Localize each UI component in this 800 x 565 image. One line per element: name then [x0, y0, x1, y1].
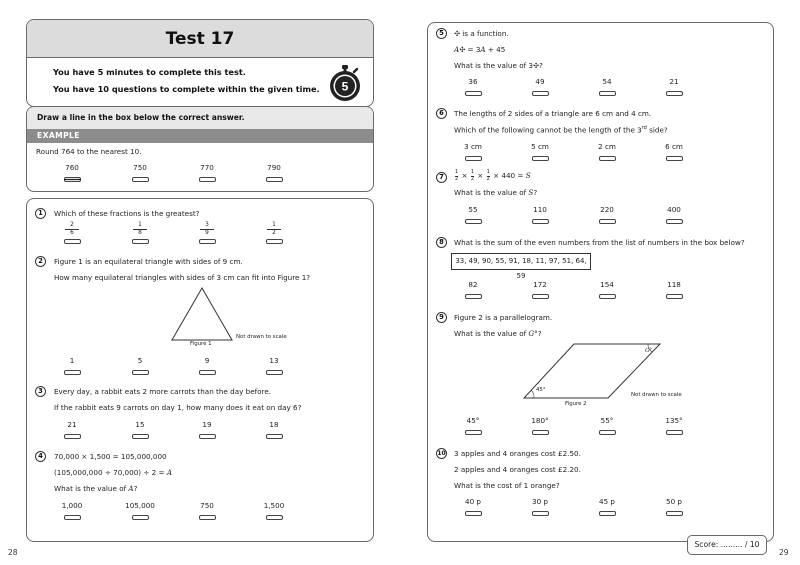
question-6-text: The lengths of 2 sides of a triangle are 6 cm and 4 cm. — [454, 109, 652, 118]
figure-2-scale-note: Not drawn to scale — [631, 392, 682, 398]
q8-answer-box-1[interactable] — [465, 294, 482, 299]
q3-answer-box-3[interactable] — [199, 434, 216, 439]
q4-answer-box-4[interactable] — [266, 515, 283, 520]
question-1-text: Which of these fractions is the greatest? — [54, 209, 200, 218]
q4-answer-box-3[interactable] — [199, 515, 216, 520]
q5-answer-box-1[interactable] — [465, 91, 482, 96]
question-9-text: Figure 2 is a parallelogram. — [454, 313, 553, 322]
question-5-text: ✣ is a function. — [454, 29, 509, 38]
q3-option-2: 15 — [135, 420, 145, 429]
question-10-ask: What is the cost of 1 orange? — [454, 481, 560, 490]
q9-answer-box-3[interactable] — [599, 430, 616, 435]
q9-answer-box-2[interactable] — [532, 430, 549, 435]
q9-option-3: 55° — [600, 416, 614, 425]
q2-option-4: 13 — [269, 356, 279, 365]
question-5-number: 5 — [436, 28, 447, 39]
q10-option-4: 50 p — [666, 497, 682, 506]
page-number-right: 29 — [779, 548, 789, 557]
example-answer-box-4[interactable] — [266, 177, 283, 182]
question-4-equation-1: 70,000 × 1,500 = 105,000,000 — [54, 452, 167, 461]
question-5-ask: What is the value of 3✣? — [454, 61, 543, 70]
example-instruction: Draw a line in the box below the correct answer. — [27, 107, 373, 129]
q6-answer-box-3[interactable] — [599, 156, 616, 161]
q7-option-4: 400 — [667, 205, 681, 214]
q1-answer-box-4[interactable] — [266, 239, 283, 244]
q10-option-2: 30 p — [532, 497, 548, 506]
figure-1-triangle — [170, 286, 234, 342]
time-instruction: You have 5 minutes to complete this test. — [53, 67, 246, 77]
q6-option-4: 6 cm — [665, 142, 683, 151]
q1-option-1: $\frac{2}{6}$ — [65, 222, 79, 237]
question-4-ask: What is the value of A? — [54, 484, 138, 493]
q4-option-3: 750 — [200, 501, 214, 510]
question-4-number: 4 — [35, 451, 46, 462]
example-answer-mark — [64, 177, 81, 182]
q1-option-3: $\frac{3}{9}$ — [200, 222, 214, 237]
question-1-number: 1 — [35, 208, 46, 219]
question-5-definition: A✣ = 3A + 45 — [454, 45, 506, 54]
q8-option-1: 82 — [468, 280, 478, 289]
q7-option-2: 110 — [533, 205, 547, 214]
question-7-ask: What is the value of S? — [454, 188, 538, 197]
q7-answer-box-2[interactable] — [532, 219, 549, 224]
q2-answer-box-4[interactable] — [266, 370, 283, 375]
q3-answer-box-4[interactable] — [266, 434, 283, 439]
q5-option-2: 49 — [535, 77, 545, 86]
q9-option-2: 180° — [531, 416, 549, 425]
q6-answer-box-2[interactable] — [532, 156, 549, 161]
q6-answer-box-4[interactable] — [666, 156, 683, 161]
question-10-text-1: 3 apples and 4 oranges cost £2.50. — [454, 449, 581, 458]
example-question: Round 764 to the nearest 10. — [36, 147, 142, 156]
q2-answer-box-2[interactable] — [132, 370, 149, 375]
question-2-ask: How many equilateral triangles with sides of 3 cm can fit into Figure 1? — [54, 273, 311, 282]
q3-option-4: 18 — [269, 420, 279, 429]
stopwatch-icon — [328, 64, 362, 102]
q10-answer-box-4[interactable] — [666, 511, 683, 516]
question-count-instruction: You have 10 questions to complete within the given time. — [53, 84, 320, 94]
question-2-number: 2 — [35, 256, 46, 267]
figure-1-scale-note: Not drawn to scale — [236, 334, 287, 340]
test-title: Test 17 — [27, 20, 373, 58]
q5-option-3: 54 — [602, 77, 612, 86]
q10-answer-box-2[interactable] — [532, 511, 549, 516]
example-option-1: 760 — [65, 163, 79, 172]
stopwatch-value: 5 — [341, 79, 349, 94]
q9-answer-box-4[interactable] — [666, 430, 683, 435]
question-2-text: Figure 1 is an equilateral triangle with sides of 9 cm. — [54, 257, 243, 266]
question-7-number: 7 — [436, 172, 447, 183]
figure-1-caption: Figure 1 — [190, 341, 212, 347]
q6-option-2: 5 cm — [531, 142, 549, 151]
q4-option-2: 105,000 — [125, 501, 155, 510]
q2-option-1: 1 — [69, 356, 75, 365]
q5-answer-box-4[interactable] — [666, 91, 683, 96]
q3-option-3: 19 — [202, 420, 212, 429]
q1-answer-box-3[interactable] — [199, 239, 216, 244]
q5-option-4: 21 — [669, 77, 679, 86]
question-9-number: 9 — [436, 312, 447, 323]
figure-2-g-label: G° — [645, 348, 653, 354]
q4-answer-box-1[interactable] — [64, 515, 81, 520]
q10-option-1: 40 p — [465, 497, 481, 506]
q4-option-4: 1,500 — [263, 501, 285, 510]
q7-option-3: 220 — [600, 205, 614, 214]
q2-answer-box-3[interactable] — [199, 370, 216, 375]
q8-option-3: 154 — [600, 280, 614, 289]
number-list-box: 33, 49, 90, 55, 91, 18, 11, 97, 51, 64, 59 — [451, 253, 591, 270]
q5-answer-box-2[interactable] — [532, 91, 549, 96]
q3-answer-box-2[interactable] — [132, 434, 149, 439]
q2-answer-box-1[interactable] — [64, 370, 81, 375]
q8-answer-box-4[interactable] — [666, 294, 683, 299]
q7-answer-box-1[interactable] — [465, 219, 482, 224]
q4-option-1: 1,000 — [61, 501, 83, 510]
q1-option-4: $\frac{1}{2}$ — [267, 222, 281, 237]
q6-answer-box-1[interactable] — [465, 156, 482, 161]
q1-option-2: $\frac{1}{8}$ — [133, 222, 147, 237]
q8-option-4: 118 — [667, 280, 681, 289]
q5-option-1: 36 — [468, 77, 478, 86]
question-9-ask: What is the value of G°? — [454, 329, 542, 338]
q1-answer-box-2[interactable] — [132, 239, 149, 244]
q8-answer-box-3[interactable] — [599, 294, 616, 299]
q6-option-3: 2 cm — [598, 142, 616, 151]
q3-option-1: 21 — [67, 420, 77, 429]
q7-answer-box-4[interactable] — [666, 219, 683, 224]
test-header — [26, 19, 374, 107]
q2-option-2: 5 — [137, 356, 143, 365]
question-6-number: 6 — [436, 108, 447, 119]
q9-option-4: 135° — [665, 416, 683, 425]
question-4-equation-2: (105,000,000 ÷ 70,000) ÷ 2 = A — [54, 468, 173, 477]
question-8-text: What is the sum of the even numbers from the list of numbers in the box below? — [454, 238, 745, 247]
q1-answer-box-1[interactable] — [64, 239, 81, 244]
figure-2-caption: Figure 2 — [565, 401, 587, 407]
q7-option-1: 55 — [468, 205, 478, 214]
question-10-number: 10 — [437, 450, 446, 457]
example-answer-box-2[interactable] — [132, 177, 149, 182]
question-10-text-2: 2 apples and 4 oranges cost £2.20. — [454, 465, 581, 474]
question-3-text: Every day, a rabbit eats 2 more carrots than the day before. — [54, 387, 272, 396]
example-option-4: 790 — [267, 163, 281, 172]
q10-answer-box-1[interactable] — [465, 511, 482, 516]
example-option-3: 770 — [200, 163, 214, 172]
q3-answer-box-1[interactable] — [64, 434, 81, 439]
q6-option-1: 3 cm — [464, 142, 482, 151]
example-option-2: 750 — [133, 163, 147, 172]
page-number-left: 28 — [8, 548, 18, 557]
q9-answer-box-1[interactable] — [465, 430, 482, 435]
q8-answer-box-2[interactable] — [532, 294, 549, 299]
q9-option-1: 45° — [466, 416, 480, 425]
question-3-ask: If the rabbit eats 9 carrots on day 1, how many does it eat on day 6? — [54, 403, 302, 412]
question-3-number: 3 — [35, 386, 46, 397]
example-answer-box-3[interactable] — [199, 177, 216, 182]
q5-answer-box-3[interactable] — [599, 91, 616, 96]
score-box: Score: ......... / 10 — [687, 535, 767, 555]
q2-option-3: 9 — [204, 356, 210, 365]
question-8-number: 8 — [436, 237, 447, 248]
figure-2-angle-label: 45° — [536, 387, 546, 393]
q7-answer-box-3[interactable] — [599, 219, 616, 224]
q8-option-2: 172 — [533, 280, 547, 289]
q10-option-3: 45 p — [599, 497, 615, 506]
example-answer-box-1[interactable] — [64, 177, 81, 182]
q4-answer-box-2[interactable] — [132, 515, 149, 520]
q10-answer-box-3[interactable] — [599, 511, 616, 516]
question-7-equation: $\frac{1}{2}$ × $\frac{1}{2}$ × $\frac{1}{2}$ × 440 = S — [455, 169, 531, 182]
question-6-ask: Which of the following cannot be the length of the 3rd side? — [454, 125, 668, 135]
example-label: EXAMPLE — [27, 129, 373, 143]
